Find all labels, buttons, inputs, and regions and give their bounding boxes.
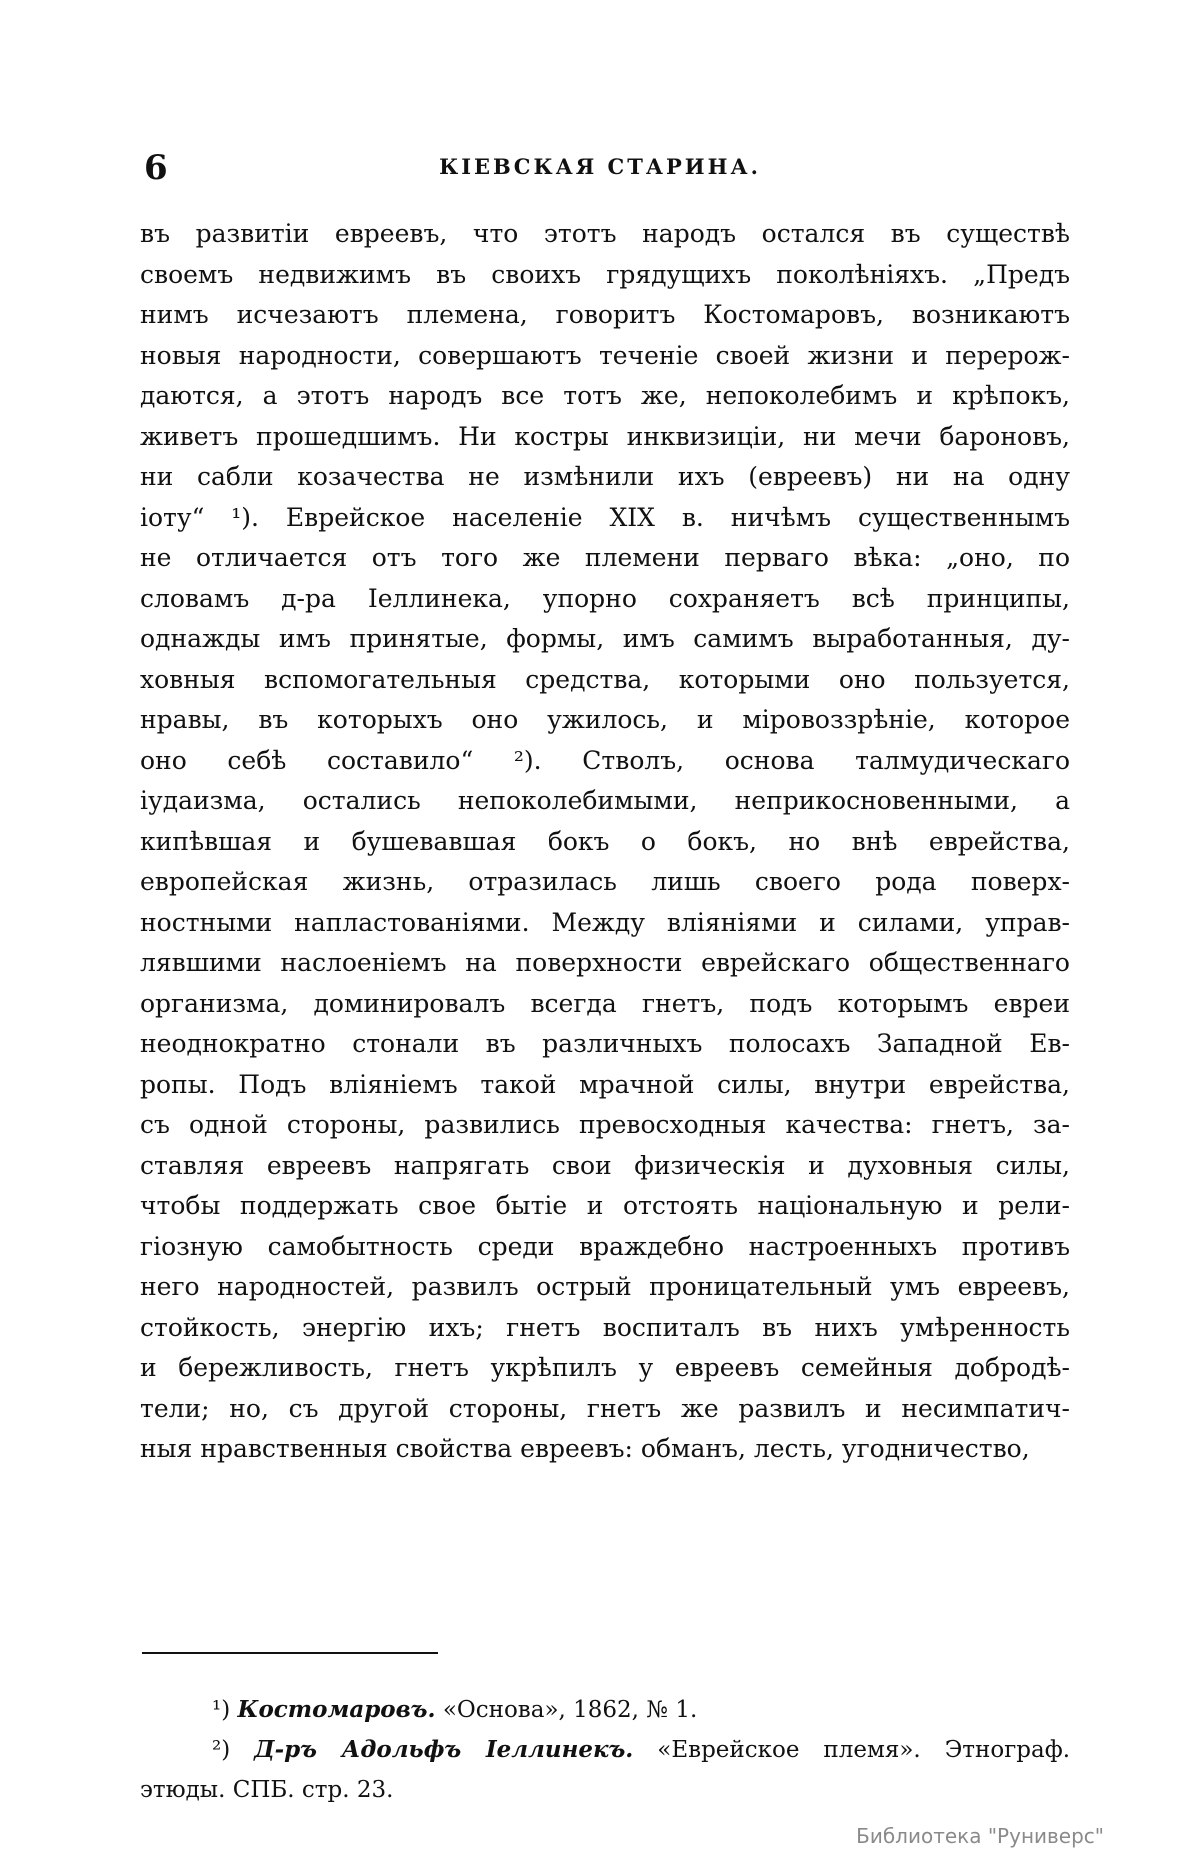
body-line: живетъ прошедшимъ. Ни костры инквизиціи, ни мечи бароновъ, [140,421,1070,451]
body-line: тели; но, съ другой стороны, гнетъ же развилъ и несимпатич- [140,1393,1070,1423]
footnotes [140,1690,1070,1810]
footnote-text: «Еврейское племя». Этнограф. [657,1737,1071,1763]
body-line: лявшими наслоеніемъ на поверхности еврейскаго общественнаго [140,948,1070,977]
running-title: КІЕВСКАЯ СТАРИНА. [439,154,761,179]
body-line: организма, доминировалъ всегда гнетъ, подъ которымъ евреи [140,988,1070,1018]
footnote-text: «Основа», 1862, № 1. [442,1697,698,1723]
body-line: своемъ недвижимъ въ своихъ грядущихъ поколѣніяхъ. „Предъ [140,259,1070,289]
body-line: нравы, въ которыхъ оно ужилось, и міровоззрѣніе, которое [140,705,1070,734]
body-line: европейская жизнь, отразилась лишь своего рода поверх- [140,867,1070,896]
footnote-2-continuation: этюды. СПБ. стр. 23. [140,1777,394,1803]
body-line: новыя народности, совершаютъ теченіе своей жизни и перерож- [140,340,1070,370]
body-line: въ развитіи евреевъ, что этотъ народъ остался въ существѣ [140,219,1070,248]
body-line: оно себѣ составило“ ²). Стволъ, основа талмудическаго [140,745,1070,775]
body-line: іудаизма, остались непоколебимыми, неприкосновенными, а [140,786,1070,815]
body-line: нимъ исчезаютъ племена, говоритъ Костомаровъ, возникаютъ [140,300,1070,329]
body-line: стойкость, энергію ихъ; гнетъ воспиталъ въ нихъ умѣренность [140,1312,1070,1342]
body-line: него народностей, развилъ острый проницательный умъ евреевъ, [140,1272,1070,1301]
body-line: іоту“ ¹). Еврейское населеніе XIX в. ничѣмъ существеннымъ [140,502,1070,532]
body-line: ропы. Подъ вліяніемъ такой мрачной силы, внутри еврейства, [140,1069,1070,1099]
body-line: гіозную самобытность среди враждебно настроенныхъ противъ [140,1231,1070,1261]
footnote-1 [140,1690,1070,1730]
body-line: ставляя евреевъ напрягать свои физическія и духовныя силы, [140,1150,1070,1180]
footnote-2 [140,1730,1070,1770]
body-line: ныя нравственныя свойства евреевъ: обманъ, лесть, угодничество, [140,1434,1030,1463]
footnote-marker: ²) [212,1737,231,1763]
footnote-divider [142,1652,438,1654]
body-line: ностными напластованіями. Между вліяніями и силами, управ- [140,907,1070,937]
body-line: не отличается отъ того же племени перваго вѣка: „оно, по [140,543,1070,572]
footnote-author: Д-ръ Адольфъ Іеллинекъ. [254,1736,634,1763]
footnote-marker: ¹) [212,1697,231,1723]
footnote-author: Костомаровъ. [237,1696,436,1723]
body-line: однажды имъ принятые, формы, имъ самимъ выработанныя, ду- [140,624,1070,653]
body-text [140,214,1070,1470]
body-line: даются, а этотъ народъ все тотъ же, непоколебимъ и крѣпокъ, [140,381,1070,410]
library-watermark: Библиотека "Руниверс" [856,1824,1104,1848]
body-line: чтобы поддержать свое бытіе и отстоять національную и рели- [140,1191,1070,1220]
body-line: неоднократно стонали въ различныхъ полосахъ Западной Ев- [140,1029,1070,1058]
body-line: и бережливость, гнетъ укрѣпилъ у евреевъ семейныя добродѣ- [140,1353,1070,1382]
body-line: кипѣвшая и бушевавшая бокъ о бокъ, но внѣ еврейства, [140,826,1070,856]
body-line: ховныя вспомогательныя средства, которыми оно пользуется, [140,664,1070,694]
body-line: ни сабли козачества не измѣнили ихъ (евреевъ) ни на одну [140,462,1070,491]
page-number: 6 [144,148,168,188]
body-line: съ одной стороны, развились превосходныя качества: гнетъ, за- [140,1110,1070,1139]
body-line: словамъ д-ра Іеллинека, упорно сохраняетъ всѣ принципы, [140,583,1070,613]
